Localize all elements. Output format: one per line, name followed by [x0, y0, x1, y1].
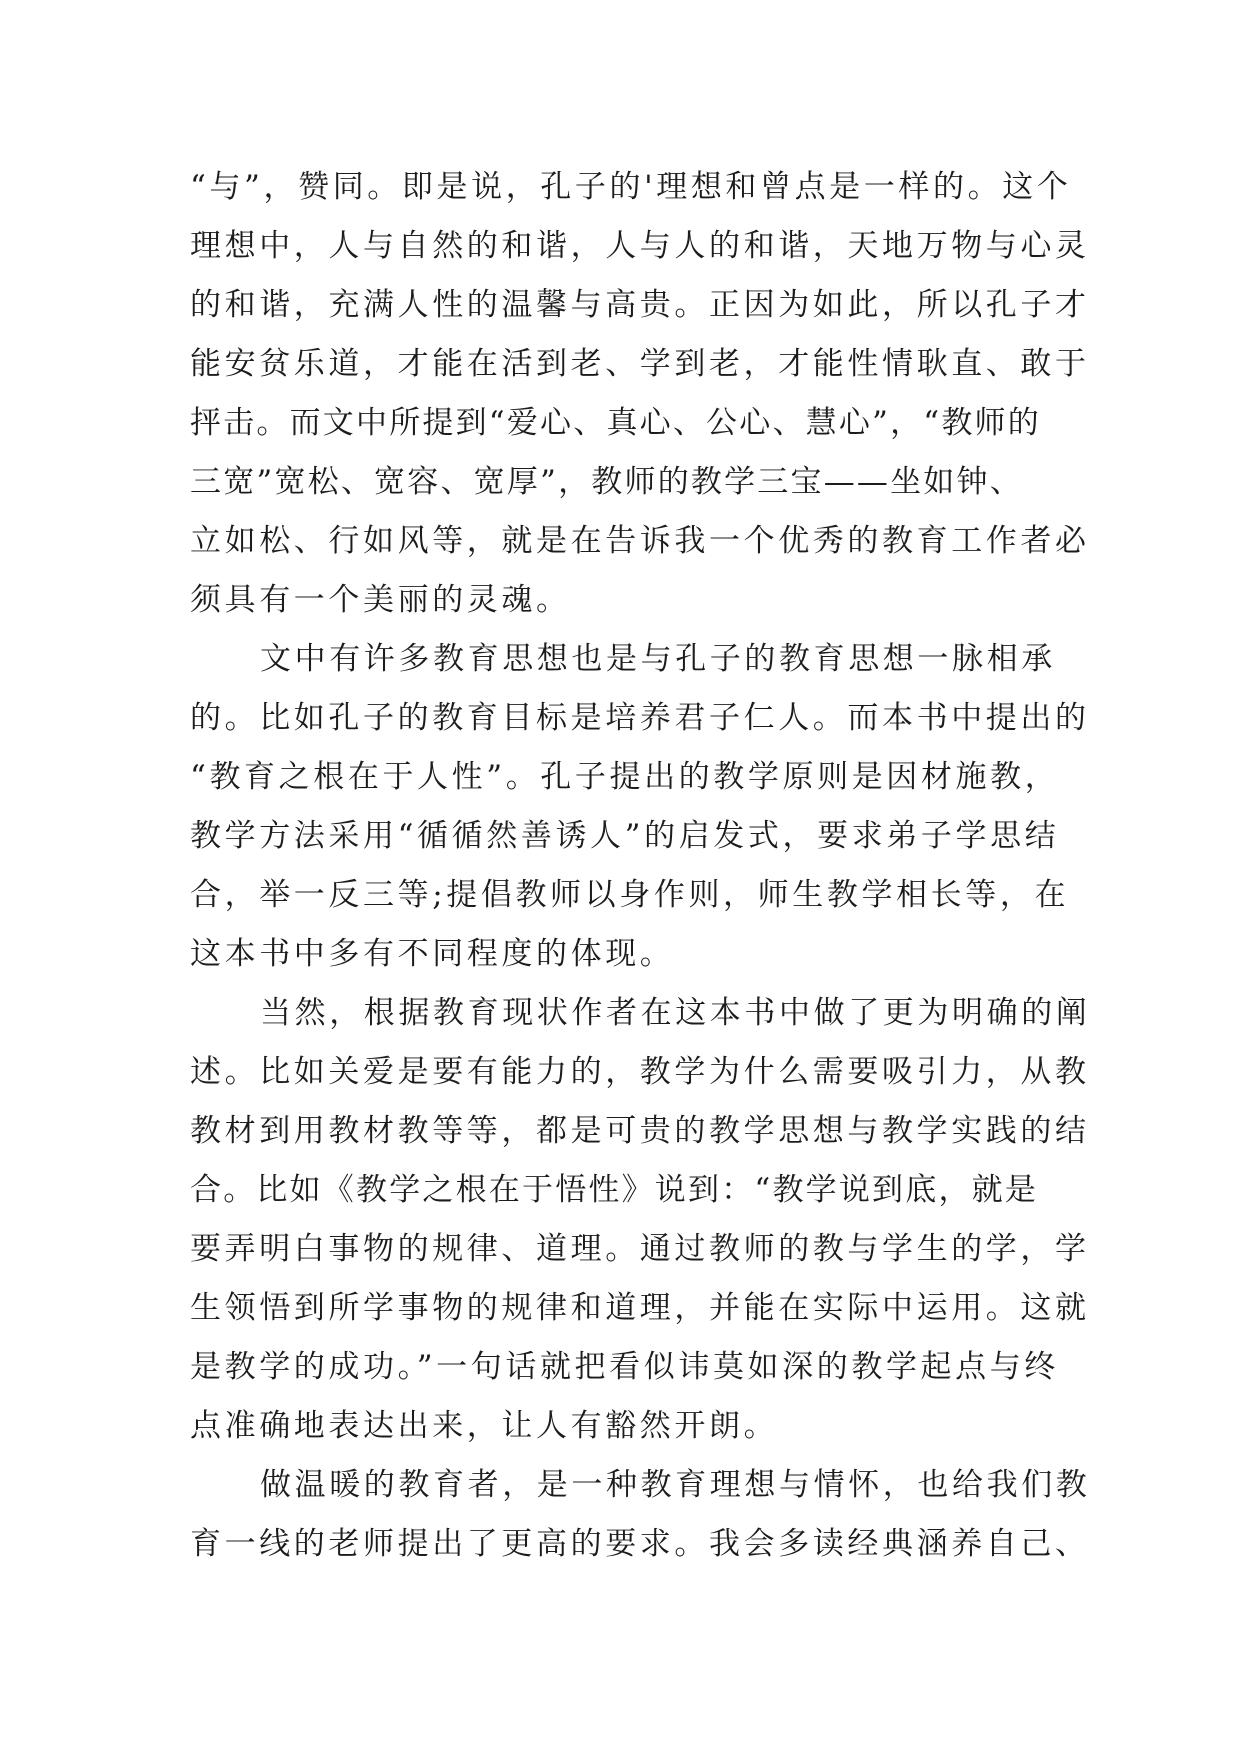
paragraph-first-line: 文中有许多教育思想也是与孔子的教育思想一脉相承 [260, 641, 1056, 677]
text-line: 三宽”宽松、宽容、宽厚”，教师的教学三宝——坐如钟、 [190, 464, 1023, 500]
text-line: 的。比如孔子的教育目标是培养君子仁人。而本书中提出的 [190, 700, 1090, 736]
text-line: “教育之根在于人性”。孔子提出的教学原则是因材施教， [190, 759, 1060, 795]
text-line: 合。比如《教学之根在于悟性》说到：“教学说到底，就是 [190, 1172, 1039, 1208]
text-line: 教学方法采用“循循然善诱人”的启发式，要求弟子学思结 [190, 818, 1060, 854]
text-line: 立如松、行如风等，就是在告诉我一个优秀的教育工作者必 [190, 523, 1090, 559]
text-line: 的和谐，充满人性的温馨与高贵。正因为如此，所以孔子才 [190, 287, 1090, 323]
text-line: 须具有一个美丽的灵魂。 [190, 582, 571, 618]
text-line: 抨击。而文中所提到“爱心、真心、公心、慧心”，“教师的 [190, 405, 1041, 441]
paragraph-first-line: 做温暖的教育者，是一种教育理想与情怀，也给我们教 [260, 1467, 1091, 1503]
text-line: 育一线的老师提出了更高的要求。我会多读经典涵养自己、 [190, 1526, 1090, 1562]
text-line: “与”，赞同。即是说，孔子的'理想和曾点是一样的。这个 [190, 169, 1072, 205]
text-line: 是教学的成功。”一句话就把看似讳莫如深的教学起点与终 [190, 1349, 1059, 1385]
text-line: 合，举一反三等;提倡教师以身作则，师生教学相长等，在 [190, 877, 1070, 913]
text-line: 理想中，人与自然的和谐，人与人的和谐，天地万物与心灵 [190, 228, 1090, 264]
text-line: 要弄明白事物的规律、道理。通过教师的教与学生的学，学 [190, 1231, 1090, 1267]
text-line: 教材到用教材教等等，都是可贵的教学思想与教学实践的结 [190, 1113, 1090, 1149]
paragraph-first-line: 当然，根据教育现状作者在这本书中做了更为明确的阐 [260, 995, 1091, 1031]
text-line: 生领悟到所学事物的规律和道理，并能在实际中运用。这就 [190, 1290, 1090, 1326]
text-line: 述。比如关爱是要有能力的，教学为什么需要吸引力，从教 [190, 1054, 1090, 1090]
text-line: 点准确地表达出来，让人有豁然开朗。 [190, 1408, 779, 1444]
body-text [190, 158, 1091, 1574]
text-line: 这本书中多有不同程度的体现。 [190, 936, 675, 972]
text-line: 能安贫乐道，才能在活到老、学到老，才能性情耿直、敢于 [190, 346, 1090, 382]
